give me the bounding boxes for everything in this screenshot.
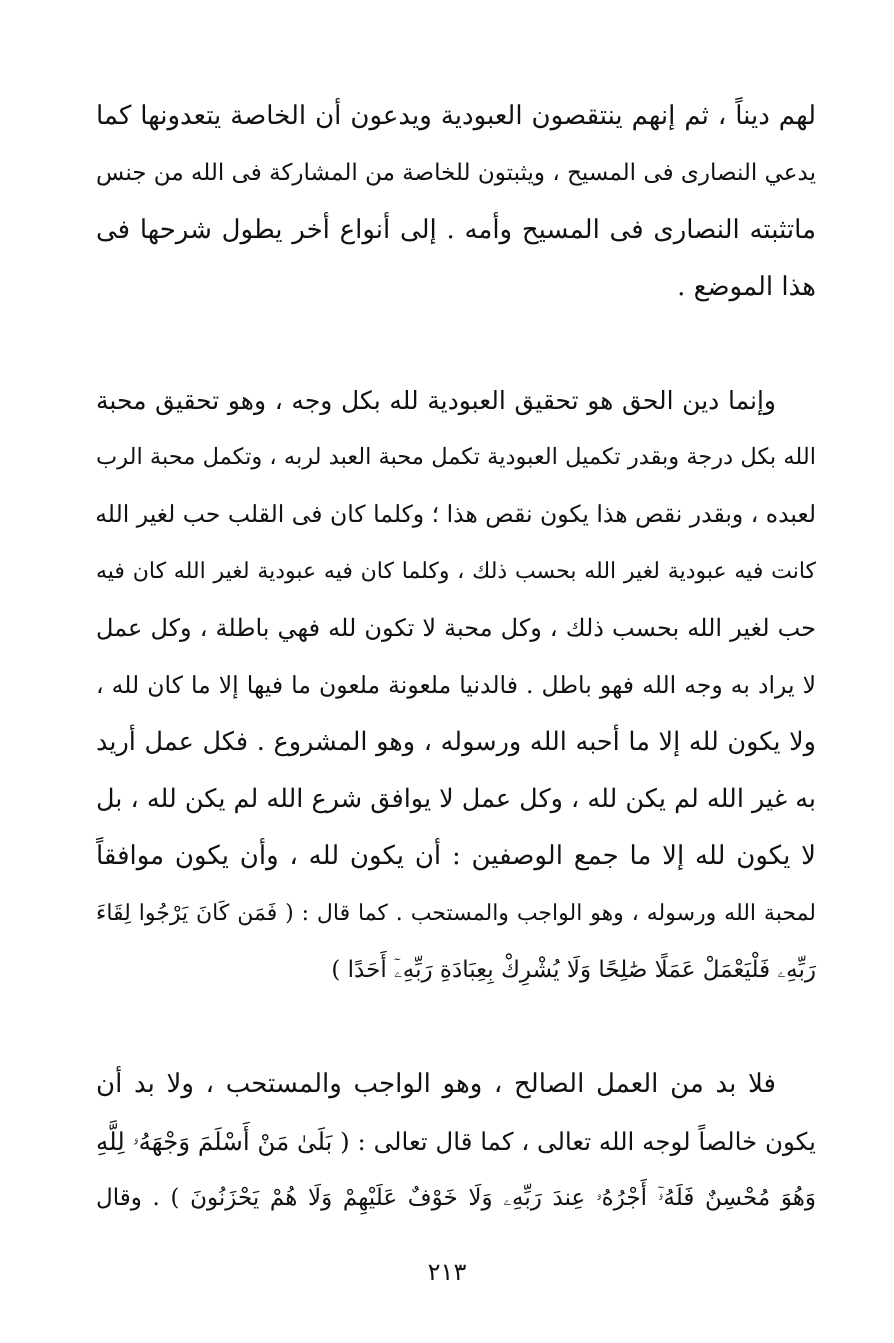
paragraph-2 — [96, 372, 816, 999]
paragraph-3 — [96, 1056, 816, 1227]
text-line: الله بكل درجة وبقدر تكميل العبودية تكمل محبة العبد لربه ، وتكمل محبة الرب — [96, 444, 816, 470]
text-line: لمحبة الله ورسوله ، وهو الواجب والمستحب . كما قال : ( فَمَن كَانَ يَرْجُوا لِقَاءَ — [96, 901, 816, 926]
text-line: حب لغير الله بحسب ذلك ، وكل محبة لا تكون لله فهي باطلة ، وكل عمل — [96, 614, 817, 642]
text-line: به غير الله لم يكن لله ، وكل عمل لا يوافق شرع الله لم يكن لله ، بل — [96, 784, 816, 814]
text-line: فلا بد من العمل الصالح ، وهو الواجب والمستحب ، ولا بد أن — [96, 1069, 776, 1099]
text-line: لا يراد به وجه الله فهو باطل . فالدنيا ملعونة ملعون ما فيها إلا ما كان لله ، — [96, 671, 816, 699]
text-line: هذا الموضع . — [677, 272, 816, 302]
text-line: كانت فيه عبودية لغير الله بحسب ذلك ، وكلما كان فيه عبودية لغير الله كان فيه — [96, 559, 816, 584]
quran-verse-line: وَهُوَ مُحْسِنٌ فَلَهُۥٓ أَجْرُهُۥ عِندَ رَبِّهِۦ وَلَا خَوْفٌ عَلَيْهِمْ وَلَا هُمْ يَحْزَنُونَ ) . وقال — [96, 1185, 816, 1211]
paragraph-1 — [96, 88, 816, 316]
text-line: لا يكون لله إلا ما جمع الوصفين : أن يكون لله ، وأن يكون موافقاً — [96, 841, 816, 871]
text-line: ماتثبته النصارى فى المسيح وأمه . إلى أنواع أخر يطول شرحها فى — [96, 215, 816, 245]
text-line: وإنما دين الحق هو تحقيق العبودية لله بكل وجه ، وهو تحقيق محبة — [96, 386, 776, 415]
quran-verse-line: رَبِّهِۦ فَلْيَعْمَلْ عَمَلًا صَٰلِحًا وَلَا يُشْرِكْ بِعِبَادَةِ رَبِّهِۦٓ أَحَدًا ) — [331, 957, 816, 983]
text-line: يكون خالصاً لوجه الله تعالى ، كما قال تعالى : ( بَلَىٰ مَنْ أَسْلَمَ وَجْهَهُۥ لِلَّهِ — [96, 1127, 816, 1156]
text-line: لهم ديناً ، ثم إنهم ينتقصون العبودية ويدعون أن الخاصة يتعدونها كما — [96, 101, 816, 131]
text-line: لعبده ، وبقدر نقص هذا يكون نقص هذا ؛ وكلما كان فى القلب حب لغير الله — [95, 500, 816, 528]
page-number: ٢١٣ — [427, 1258, 467, 1286]
text-line: يدعي النصارى فى المسيح ، ويثبتون للخاصة من المشاركة فى الله من جنس — [96, 160, 816, 186]
text-line: ولا يكون لله إلا ما أحبه الله ورسوله ، وهو المشروع . فكل عمل أريد — [96, 727, 816, 757]
